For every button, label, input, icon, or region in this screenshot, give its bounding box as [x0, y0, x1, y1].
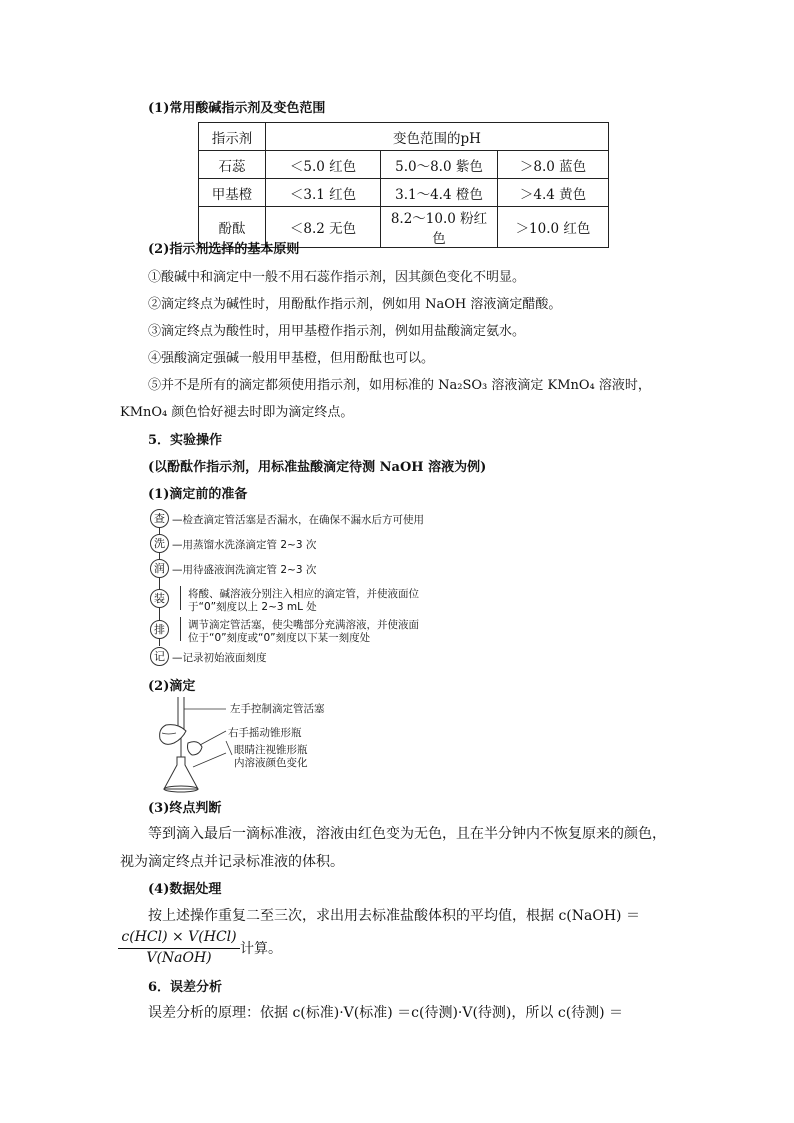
table-cell: 酚酞 — [199, 207, 266, 248]
table-cell: 石蕊 — [199, 151, 266, 179]
paragraph: 视为滴定终点并记录标准液的体积。 — [120, 854, 344, 870]
flow-step-rinse-icon: 润 — [150, 559, 169, 578]
figure-label-eyes-1: 眼睛注视锥形瓶 — [234, 744, 308, 756]
titration-figure — [148, 695, 388, 795]
subsection-1-heading: (1)滴定前的准备 — [148, 487, 248, 502]
flow-step-expel-text-2: 位于“0”刻度或“0”刻度以下某一刻度处 — [188, 632, 371, 644]
paragraph: ④强酸滴定强碱一般用甲基橙，但用酚酞也可以。 — [148, 351, 435, 366]
flow-step-check-text: —检查滴定管活塞是否漏水，在确保不漏水后方可使用 — [172, 514, 424, 526]
subsection-2-heading: (2)滴定 — [148, 679, 196, 694]
section-6-heading: 6．误差分析 — [148, 980, 223, 995]
section-5-subheading: (以酚酞作指示剂，用标准盐酸滴定待测 NaOH 溶液为例) — [148, 460, 487, 475]
table-cell: 甲基橙 — [199, 179, 266, 207]
section-5-heading: 5．实验操作 — [148, 433, 223, 448]
formula-fraction — [118, 929, 240, 969]
flow-step-expel-icon: 排 — [150, 620, 169, 639]
paragraph: KMnO₄ 颜色恰好褪去时即为滴定终点。 — [120, 405, 354, 420]
table-cell: ＜3.1 红色 — [266, 179, 381, 207]
fraction-bar — [118, 948, 240, 949]
table-cell: ＞4.4 黄色 — [498, 179, 609, 207]
flow-step-fill-text-2: 于“0”刻度以上 2~3 mL 处 — [188, 601, 317, 613]
table-header-ph-range: 变色范围的pH — [266, 123, 609, 151]
paragraph: 误差分析的原理：依据 c(标准)·V(标准) ＝c(待测)·V(待测)，所以 c(待测) ＝ — [148, 1005, 624, 1021]
figure-label-left-hand: 左手控制滴定管活塞 — [230, 703, 325, 715]
table-header-indicator: 指示剂 — [199, 123, 266, 151]
flow-step-check-icon: 查 — [150, 509, 169, 528]
table-row — [199, 179, 609, 207]
subsection-4-heading: (4)数据处理 — [148, 882, 222, 897]
bracket — [180, 617, 181, 641]
flow-step-record-icon: 记 — [150, 647, 169, 666]
table-cell: ＞8.0 蓝色 — [498, 151, 609, 179]
formula-suffix: 计算。 — [240, 941, 282, 957]
flow-step-record-text: —记录初始液面刻度 — [172, 652, 267, 664]
section-2-heading: (2)指示剂选择的基本原则 — [148, 242, 300, 257]
table-cell: 5.0～8.0 紫色 — [381, 151, 498, 179]
paragraph: 等到滴入最后一滴标准液，溶液由红色变为无色，且在半分钟内不恢复原来的颜色， — [148, 826, 666, 842]
fraction-numerator: c(HCl) × V(HCl) — [121, 929, 237, 945]
table-cell: ＜8.2 无色 — [266, 207, 381, 248]
table-cell: ＜5.0 红色 — [266, 151, 381, 179]
subsection-3-heading: (3)终点判断 — [148, 801, 222, 816]
paragraph: ②滴定终点为碱性时，用酚酞作指示剂，例如用 NaOH 溶液滴定醋酸。 — [148, 297, 562, 312]
indicator-table — [198, 122, 609, 248]
paragraph: ③滴定终点为酸性时，用甲基橙作指示剂，例如用盐酸滴定氨水。 — [148, 324, 526, 339]
table-cell: 3.1～4.4 橙色 — [381, 179, 498, 207]
table-row — [199, 151, 609, 179]
table-cell: ＞10.0 红色 — [498, 207, 609, 248]
figure-label-eyes-2: 内溶液颜色变化 — [234, 757, 308, 769]
fraction-denominator: V(NaOH) — [146, 950, 212, 966]
figure-label-right-hand: 右手摇动锥形瓶 — [228, 727, 302, 739]
paragraph: ⑤并不是所有的滴定都须使用指示剂，如用标准的 Na₂SO₃ 溶液滴定 KMnO₄ 溶液时， — [148, 378, 651, 393]
flow-step-expel-text-1: 调节滴定管活塞，使尖嘴部分充满溶液，并使液面 — [188, 619, 419, 631]
flow-step-fill-icon: 装 — [150, 589, 169, 608]
flow-step-fill-text-1: 将酸、碱溶液分别注入相应的滴定管，并使液面位 — [188, 588, 419, 600]
flow-step-wash-text: —用蒸馏水洗涤滴定管 2~3 次 — [172, 539, 317, 551]
flow-step-rinse-text: —用待盛液润洗滴定管 2~3 次 — [172, 564, 317, 576]
paragraph: ①酸碱中和滴定中一般不用石蕊作指示剂，因其颜色变化不明显。 — [148, 270, 526, 285]
table-cell: 8.2～10.0 粉红色 — [381, 207, 498, 248]
paragraph: 按上述操作重复二至三次，求出用去标准盐酸体积的平均值，根据 c(NaOH) ＝ — [148, 908, 640, 924]
section-1-heading: (1)常用酸碱指示剂及变色范围 — [148, 101, 326, 116]
bracket — [180, 586, 181, 610]
flow-step-wash-icon: 洗 — [150, 534, 169, 553]
